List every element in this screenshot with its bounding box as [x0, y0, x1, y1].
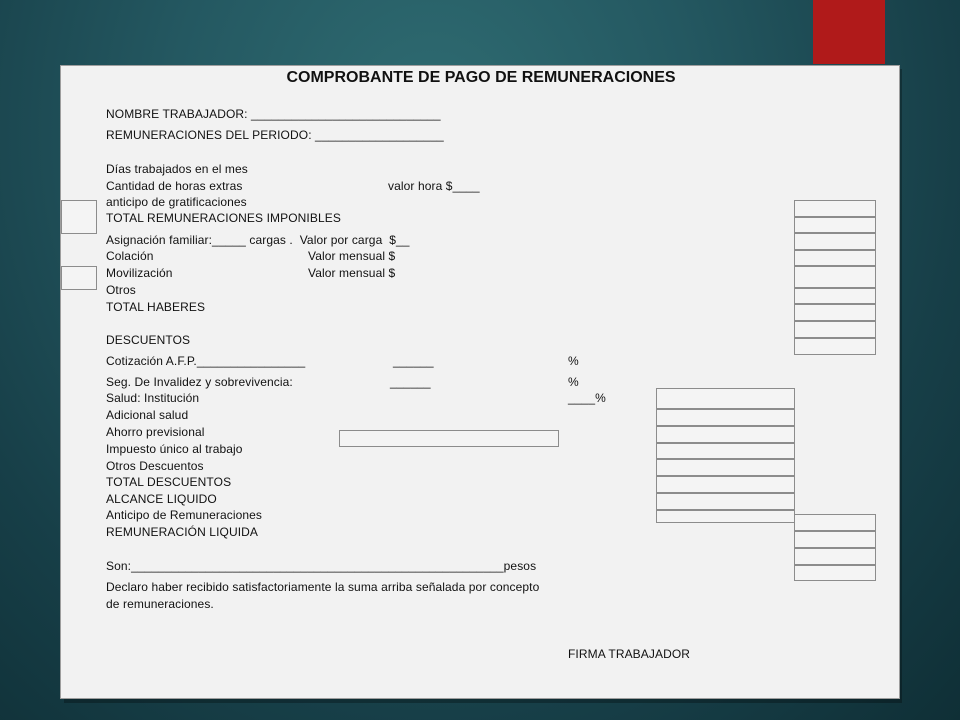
ahorro-previsional-label: Ahorro previsional	[106, 425, 205, 439]
impuesto-unico-label: Impuesto único al trabajo	[106, 442, 243, 456]
adicional-salud-label: Adicional salud	[106, 408, 189, 422]
descuentos-amount-cell-4[interactable]	[656, 443, 795, 459]
alcance-liquido-label: ALCANCE LIQUIDO	[106, 492, 217, 506]
declaracion-text-line-1: Declaro haber recibido satisfactoriamente la suma arriba señalada por concepto	[106, 580, 540, 594]
descuentos-amount-cell-7[interactable]	[656, 493, 795, 510]
total-haberes-label: TOTAL HABERES	[106, 300, 206, 314]
colacion-valor-mensual-field[interactable]: Valor mensual $	[308, 249, 396, 263]
haberes-amount-cell-1[interactable]	[794, 200, 876, 217]
dias-trabajados-label: Días trabajados en el mes	[106, 162, 248, 176]
accent-block	[813, 0, 885, 64]
remuneraciones-periodo-line[interactable]: REMUNERACIONES DEL PERIODO: ___________________	[106, 128, 444, 142]
asignacion-familiar-line[interactable]: Asignación familiar:_____ cargas . Valor por carga $__	[106, 233, 410, 247]
left-entry-box-2[interactable]	[61, 266, 97, 290]
descuentos-amount-cell-6[interactable]	[656, 476, 795, 493]
movilizacion-valor-mensual-field[interactable]: Valor mensual $	[308, 266, 396, 280]
haberes-amount-cell-4[interactable]	[794, 250, 876, 266]
liquido-amount-cell-3[interactable]	[794, 548, 876, 565]
seguro-invalidez-rate-field[interactable]: ______	[390, 375, 431, 389]
remuneracion-liquida-label: REMUNERACIÓN LIQUIDA	[106, 525, 259, 539]
son-pesos-field[interactable]: Son:_______________________________________________________pesos	[106, 559, 537, 573]
seguro-invalidez-label: Seg. De Invalidez y sobrevivencia:	[106, 375, 293, 389]
descuentos-amount-cell-8[interactable]	[656, 510, 795, 523]
salud-percent-field[interactable]: ____%	[568, 391, 606, 405]
liquido-amount-cell-2[interactable]	[794, 531, 876, 548]
salud-institucion-label: Salud: Institución	[106, 391, 200, 405]
cotizacion-afp-field[interactable]: Cotización A.F.P.________________	[106, 354, 306, 368]
anticipo-remuneraciones-label: Anticipo de Remuneraciones	[106, 508, 263, 522]
form-title: COMPROBANTE DE PAGO DE REMUNERACIONES	[286, 69, 676, 86]
valor-hora-field[interactable]: valor hora $____	[388, 179, 480, 193]
descuentos-amount-cell-3[interactable]	[656, 426, 795, 443]
haberes-amount-cell-7[interactable]	[794, 304, 876, 321]
descuentos-amount-cell-5[interactable]	[656, 459, 795, 476]
descuentos-amount-cell-2[interactable]	[656, 409, 795, 426]
total-descuentos-label: TOTAL DESCUENTOS	[106, 475, 232, 489]
descuentos-heading: DESCUENTOS	[106, 333, 191, 347]
horas-extras-label: Cantidad de horas extras	[106, 179, 243, 193]
otros-descuentos-label: Otros Descuentos	[106, 459, 204, 473]
anticipo-gratificaciones-label: anticipo de gratificaciones	[106, 195, 247, 209]
seguro-invalidez-percent: %	[568, 375, 579, 389]
liquido-amount-cell-4[interactable]	[794, 565, 876, 581]
haberes-amount-cell-8[interactable]	[794, 321, 876, 338]
cotizacion-afp-percent: %	[568, 354, 579, 368]
haberes-amount-cell-3[interactable]	[794, 233, 876, 250]
liquido-amount-cell-1[interactable]	[794, 514, 876, 531]
firma-trabajador-label: FIRMA TRABAJADOR	[568, 647, 691, 661]
haberes-amount-cell-9[interactable]	[794, 338, 876, 355]
movilizacion-label: Movilización	[106, 266, 173, 280]
otros-label: Otros	[106, 283, 136, 297]
left-entry-box-1[interactable]	[61, 200, 97, 234]
haberes-amount-cell-5[interactable]	[794, 266, 876, 288]
nombre-trabajador-line[interactable]: NOMBRE TRABAJADOR: ____________________________	[106, 107, 441, 121]
haberes-amount-cell-2[interactable]	[794, 217, 876, 233]
declaracion-text-line-2: de remuneraciones.	[106, 597, 214, 611]
cotizacion-afp-rate-field[interactable]: ______	[393, 354, 434, 368]
colacion-label: Colación	[106, 249, 154, 263]
ahorro-previsional-input-box[interactable]	[339, 430, 559, 447]
haberes-amount-cell-6[interactable]	[794, 288, 876, 304]
total-remuneraciones-imponibles-label: TOTAL REMUNERACIONES IMPONIBLES	[106, 211, 341, 225]
payslip-form	[60, 65, 900, 699]
descuentos-amount-cell-1[interactable]	[656, 388, 795, 409]
